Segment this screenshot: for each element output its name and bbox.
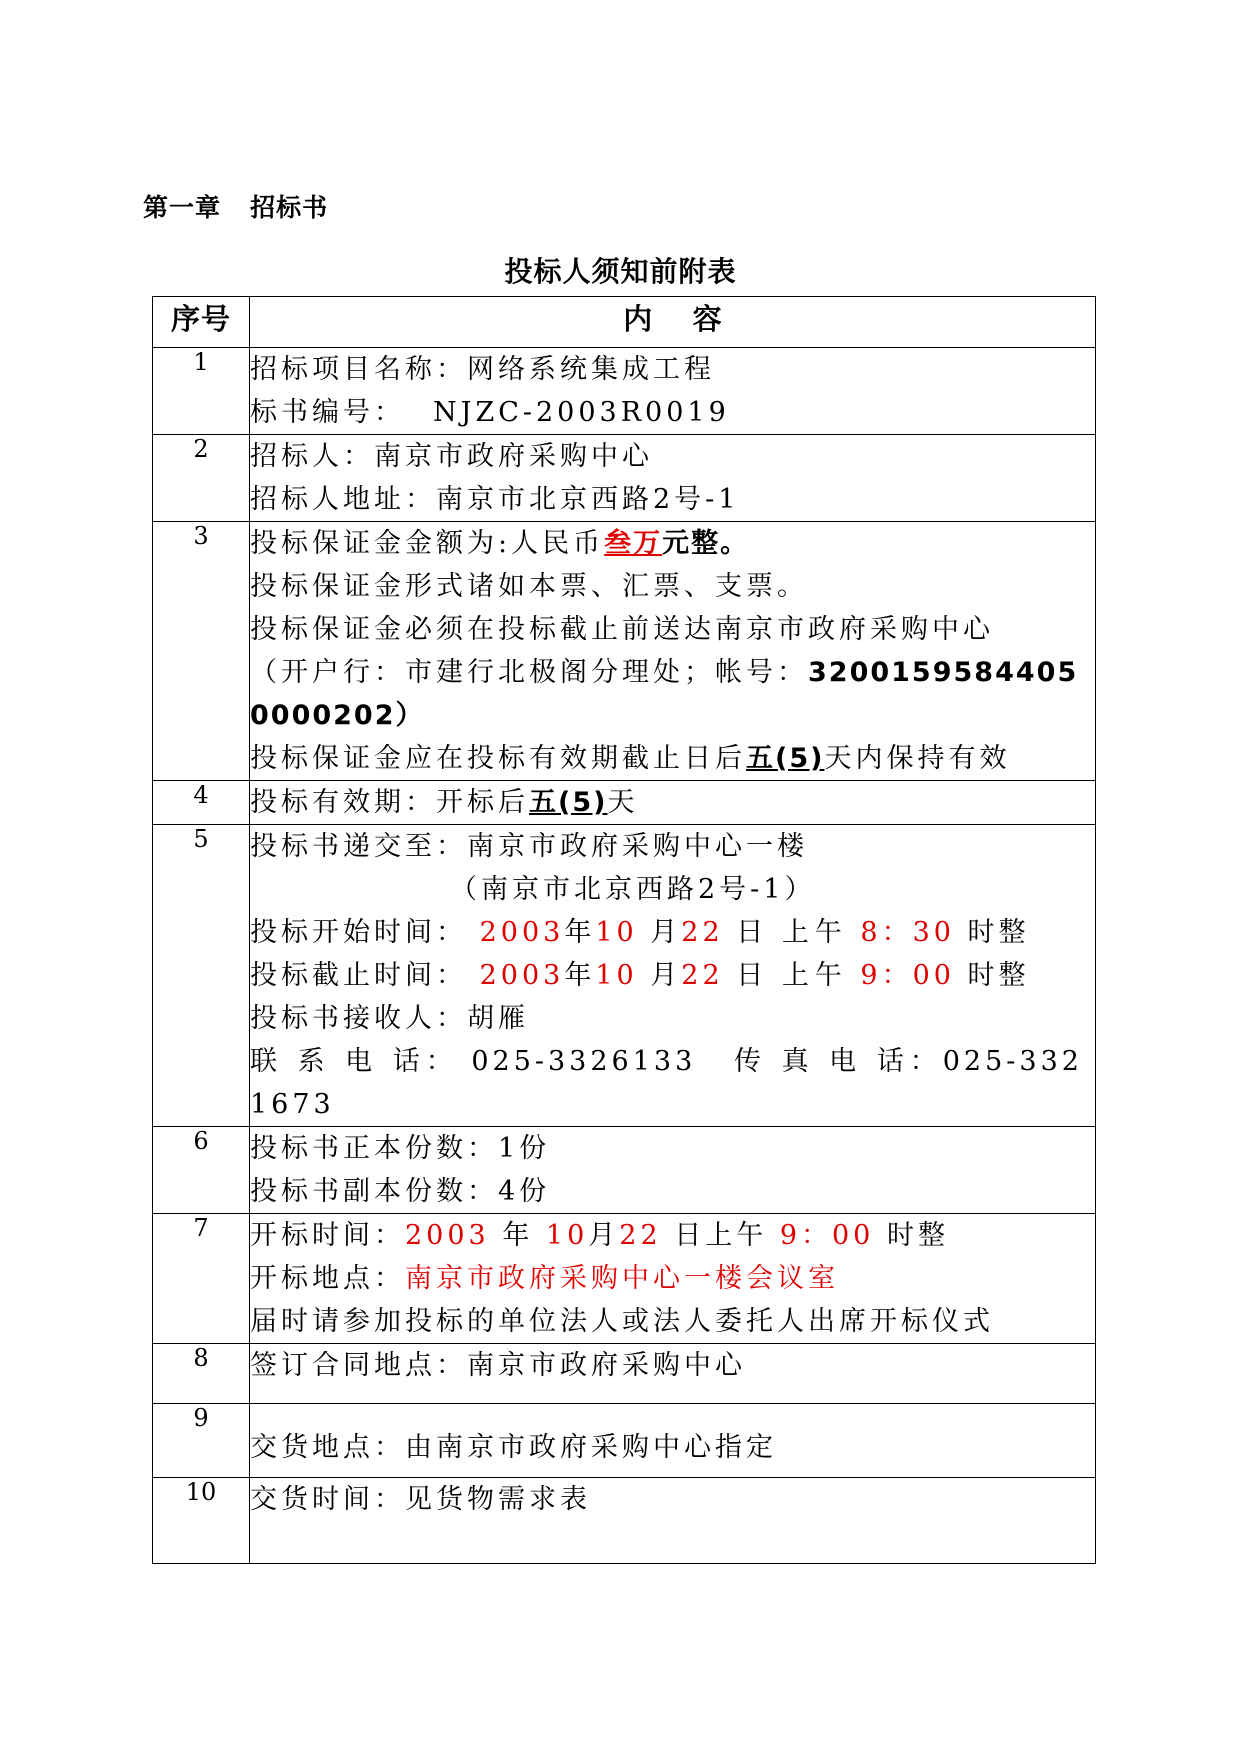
bank-info-prefix: （开户行：市建行北极阁分理处；帐号：: [250, 657, 808, 688]
fax: 025-3321673: [250, 1046, 1083, 1120]
bond-amount-suffix: 元整。: [662, 528, 750, 559]
table-row: [153, 781, 1096, 825]
address-label: 招标人地址：: [250, 484, 436, 515]
month-char: 月: [650, 960, 682, 991]
tenderer-line: [250, 435, 1095, 478]
opening-year: 2003: [405, 1220, 490, 1251]
tenderer-label: 招标人：: [250, 441, 374, 472]
row-number: 8: [153, 1344, 250, 1404]
opening-hour: 9：00: [779, 1220, 875, 1251]
validity-prefix: 投标有效期：开标后: [250, 787, 529, 818]
table-row: [153, 435, 1096, 522]
row-content: [250, 781, 1096, 825]
year-char: 年: [564, 917, 596, 948]
start-hour: 8：30: [860, 917, 955, 948]
header-content: 内 容: [250, 297, 1096, 348]
bond-form: 投标保证金形式诸如本票、汇票、支票。: [250, 571, 808, 602]
table-row: [153, 522, 1096, 781]
receiver: 投标书接收人：胡雁: [250, 1003, 529, 1034]
validity-line: [250, 781, 1095, 824]
row-content: [250, 348, 1096, 435]
tenderer: 南京市政府采购中心: [374, 441, 653, 472]
table-row: [153, 1478, 1096, 1564]
row-number: 1: [153, 348, 250, 435]
row-number: 2: [153, 435, 250, 522]
row-number: 10: [153, 1478, 250, 1564]
am-char: 上午: [705, 1220, 768, 1251]
year-char: 年: [564, 960, 596, 991]
duplicate-copies: 投标书副本份数：4份: [250, 1176, 551, 1207]
fax-label: 传 真 电 话：: [734, 1046, 943, 1077]
table-row: [153, 825, 1096, 1127]
opening-time-line: [250, 1214, 1095, 1257]
phone: 025-3326133: [471, 1046, 697, 1077]
exact-char: 时整: [967, 917, 1030, 948]
address-line: [250, 478, 1095, 521]
table-row: [153, 1404, 1096, 1478]
row-content: [250, 522, 1096, 781]
phone-label: 联 系 电 话：: [250, 1046, 459, 1077]
validity-days: 五(5): [529, 787, 608, 818]
bank-info-suffix: ）: [395, 700, 425, 731]
opening-day: 22: [619, 1220, 662, 1251]
delivery-time: 交货时间：见货物需求表: [250, 1484, 591, 1515]
doc-no: NJZC-2003R0019: [433, 397, 730, 428]
bond-amount-line: [250, 522, 1095, 565]
month-char: 月: [650, 917, 682, 948]
doc-no-label: 标书编号：: [250, 397, 405, 428]
row-content: [250, 825, 1096, 1127]
month-char: 月: [588, 1220, 620, 1251]
address: 南京市北京西路2号-1: [436, 484, 740, 515]
project-name-line: [250, 348, 1095, 391]
bank-account: 32001595844050000202: [250, 657, 1079, 731]
opening-place: 南京市政府采购中心一楼会议室: [405, 1263, 839, 1294]
am-char: 上午: [781, 917, 848, 948]
end-time-line: [250, 954, 1095, 997]
original-copies: 投标书正本份数：1份: [250, 1133, 551, 1164]
end-month: 10: [595, 960, 638, 991]
page-title: 投标人须知前附表: [504, 255, 737, 288]
delivery-place: 交货地点：由南京市政府采购中心指定: [250, 1432, 777, 1463]
opening-place-line: [250, 1257, 1095, 1300]
row-number: 4: [153, 781, 250, 825]
row-number: 7: [153, 1214, 250, 1344]
table-row: [153, 1214, 1096, 1344]
exact-char: 时整: [886, 1220, 949, 1251]
row-number: 5: [153, 825, 250, 1127]
start-year: 2003: [479, 917, 565, 948]
bidder-instructions-table: [152, 296, 1096, 1564]
bank-info: [250, 651, 1095, 737]
bond-validity-prefix: 投标保证金应在投标有效期截止日后: [250, 743, 746, 774]
start-day: 22: [681, 917, 724, 948]
submit-to: 投标书递交至：南京市政府采购中心一楼: [250, 831, 808, 862]
start-label: 投标开始时间：: [250, 917, 467, 948]
bond-amount: 叁万: [604, 528, 663, 559]
header-no: 序号: [153, 297, 250, 348]
day-char: 日: [736, 960, 770, 991]
end-hour: 9：00: [860, 960, 955, 991]
doc-no-line: [250, 391, 1095, 434]
row-content: [250, 1344, 1096, 1404]
bond-validity-days: 五(5): [746, 743, 825, 774]
table-row: [153, 1344, 1096, 1404]
row-content: [250, 1127, 1096, 1214]
row-content: [250, 1214, 1096, 1344]
row-number: 6: [153, 1127, 250, 1214]
project-name-label: 招标项目名称：: [250, 354, 467, 385]
table-row: [153, 1127, 1096, 1214]
submit-address: （南京市北京西路2号-1）: [450, 874, 816, 905]
contact-line: [250, 1040, 1095, 1126]
chapter-heading: 第一章 招标书: [143, 193, 329, 222]
exact-char: 时整: [967, 960, 1030, 991]
opening-place-label: 开标地点：: [250, 1263, 405, 1294]
table-row: [153, 348, 1096, 435]
bond-validity-line: [250, 737, 1095, 780]
end-label: 投标截止时间：: [250, 960, 467, 991]
row-content: [250, 435, 1096, 522]
row-content: [250, 1478, 1096, 1564]
opening-time-label: 开标时间：: [250, 1220, 405, 1251]
project-name: 网络系统集成工程: [467, 354, 715, 385]
row-content: [250, 1404, 1096, 1478]
start-month: 10: [595, 917, 638, 948]
bond-deadline: 投标保证金必须在投标截止前送达南京市政府采购中心: [250, 614, 994, 645]
attendance-note: 届时请参加投标的单位法人或法人委托人出席开标仪式: [250, 1306, 994, 1337]
day-char: 日: [674, 1220, 706, 1251]
contract-place: 签订合同地点：南京市政府采购中心: [250, 1350, 746, 1381]
opening-month: 10: [545, 1220, 589, 1251]
table-header-row: [153, 297, 1096, 348]
row-number: 9: [153, 1404, 250, 1478]
year-char: 年: [502, 1220, 534, 1251]
start-time-line: [250, 911, 1095, 954]
day-char: 日: [736, 917, 770, 948]
end-year: 2003: [479, 960, 565, 991]
row-number: 3: [153, 522, 250, 781]
end-day: 22: [681, 960, 724, 991]
bond-amount-prefix: 投标保证金金额为:人民币: [250, 528, 605, 559]
validity-suffix: 天: [607, 787, 639, 818]
bond-validity-suffix: 天内保持有效: [824, 743, 1011, 774]
am-char: 上午: [781, 960, 848, 991]
